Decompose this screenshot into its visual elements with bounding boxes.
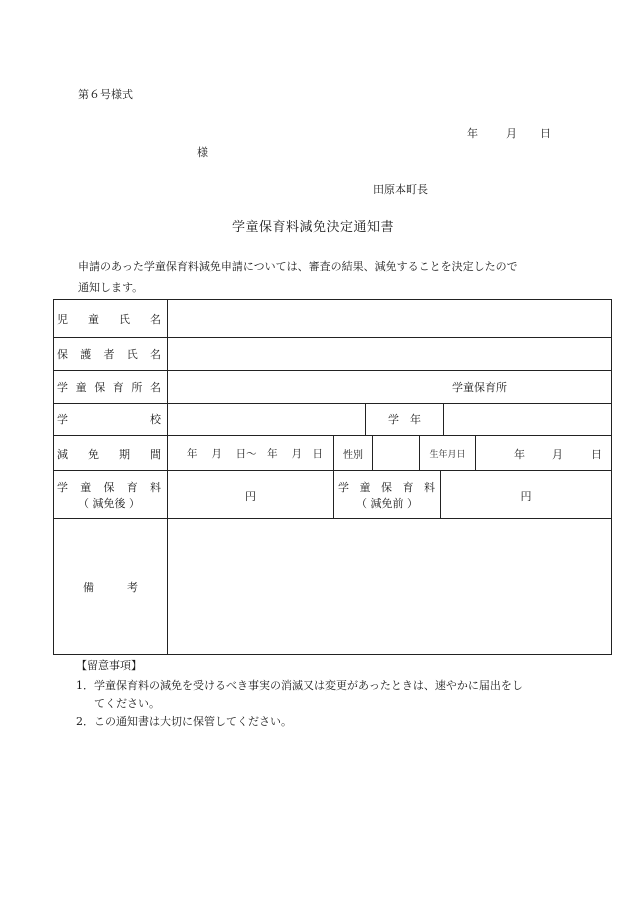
school-field[interactable] bbox=[168, 404, 365, 435]
table-border-left bbox=[53, 299, 54, 655]
table-border-right bbox=[611, 299, 612, 655]
form-number: 第６号様式 bbox=[78, 88, 133, 101]
date-month-label: 月 bbox=[506, 127, 517, 140]
guardian-name-label: 保 護 者 氏 名 bbox=[57, 348, 161, 361]
fee-after-unit[interactable]: 円 bbox=[245, 490, 256, 503]
note-item-1-continued: てください。 bbox=[94, 697, 160, 710]
note-item-2: 2．この通知書は大切に保管してください。 bbox=[76, 715, 292, 728]
grade-label: 学 年 bbox=[388, 413, 421, 426]
table-rule bbox=[475, 435, 476, 470]
body-line-1: 申請のあった学童保育料減免申請については、審査の結果、減免することを決定したので bbox=[78, 260, 518, 273]
fee-before-sublabel: （ 減免前 ） bbox=[356, 497, 418, 510]
guardian-name-field[interactable] bbox=[168, 338, 611, 370]
grade-field[interactable] bbox=[444, 404, 611, 435]
facility-name-field[interactable] bbox=[168, 371, 611, 403]
addressee-suffix: 様 bbox=[197, 146, 208, 159]
fee-after-label: 学 童 保 育 料 bbox=[57, 481, 161, 494]
date-year-label: 年 bbox=[467, 127, 478, 140]
child-name-label: 児 童 氏 名 bbox=[57, 313, 161, 326]
fee-before-unit[interactable]: 円 bbox=[520, 490, 532, 503]
birthdate-day[interactable]: 日 bbox=[591, 448, 602, 461]
child-name-field[interactable] bbox=[168, 300, 611, 337]
body-line-2: 通知します。 bbox=[78, 281, 144, 294]
fee-before-label: 学 童 保 育 料 bbox=[338, 481, 435, 494]
school-label: 学 校 bbox=[57, 413, 161, 426]
facility-suffix: 学童保育所 bbox=[452, 381, 507, 394]
document-title: 学童保育料減免決定通知書 bbox=[232, 220, 395, 235]
remarks-field[interactable] bbox=[168, 519, 611, 654]
table-border-bottom bbox=[53, 654, 612, 655]
birthdate-month[interactable]: 月 bbox=[552, 448, 563, 461]
fee-after-sublabel: （ 減免後 ） bbox=[78, 497, 140, 510]
gender-label: 性別 bbox=[343, 450, 363, 461]
gender-field[interactable] bbox=[373, 436, 419, 470]
date-day-label: 日 bbox=[540, 127, 551, 140]
birthdate-year[interactable]: 年 bbox=[514, 448, 525, 461]
notes-heading: 【留意事項】 bbox=[76, 659, 142, 672]
note-item-1: 1．学童保育料の減免を受けるべき事実の消滅又は変更があったときは、速やかに届出をし bbox=[76, 679, 523, 692]
period-value[interactable]: 年 月 日～ 年 月 日 bbox=[187, 448, 324, 460]
issuer-name: 田原本町長 bbox=[373, 183, 428, 196]
birthdate-label: 生年月日 bbox=[429, 450, 466, 460]
remarks-label: 備 考 bbox=[83, 581, 138, 594]
period-label: 減 免 期 間 bbox=[57, 448, 161, 461]
facility-name-label: 学 童 保 育 所 名 bbox=[57, 381, 161, 394]
